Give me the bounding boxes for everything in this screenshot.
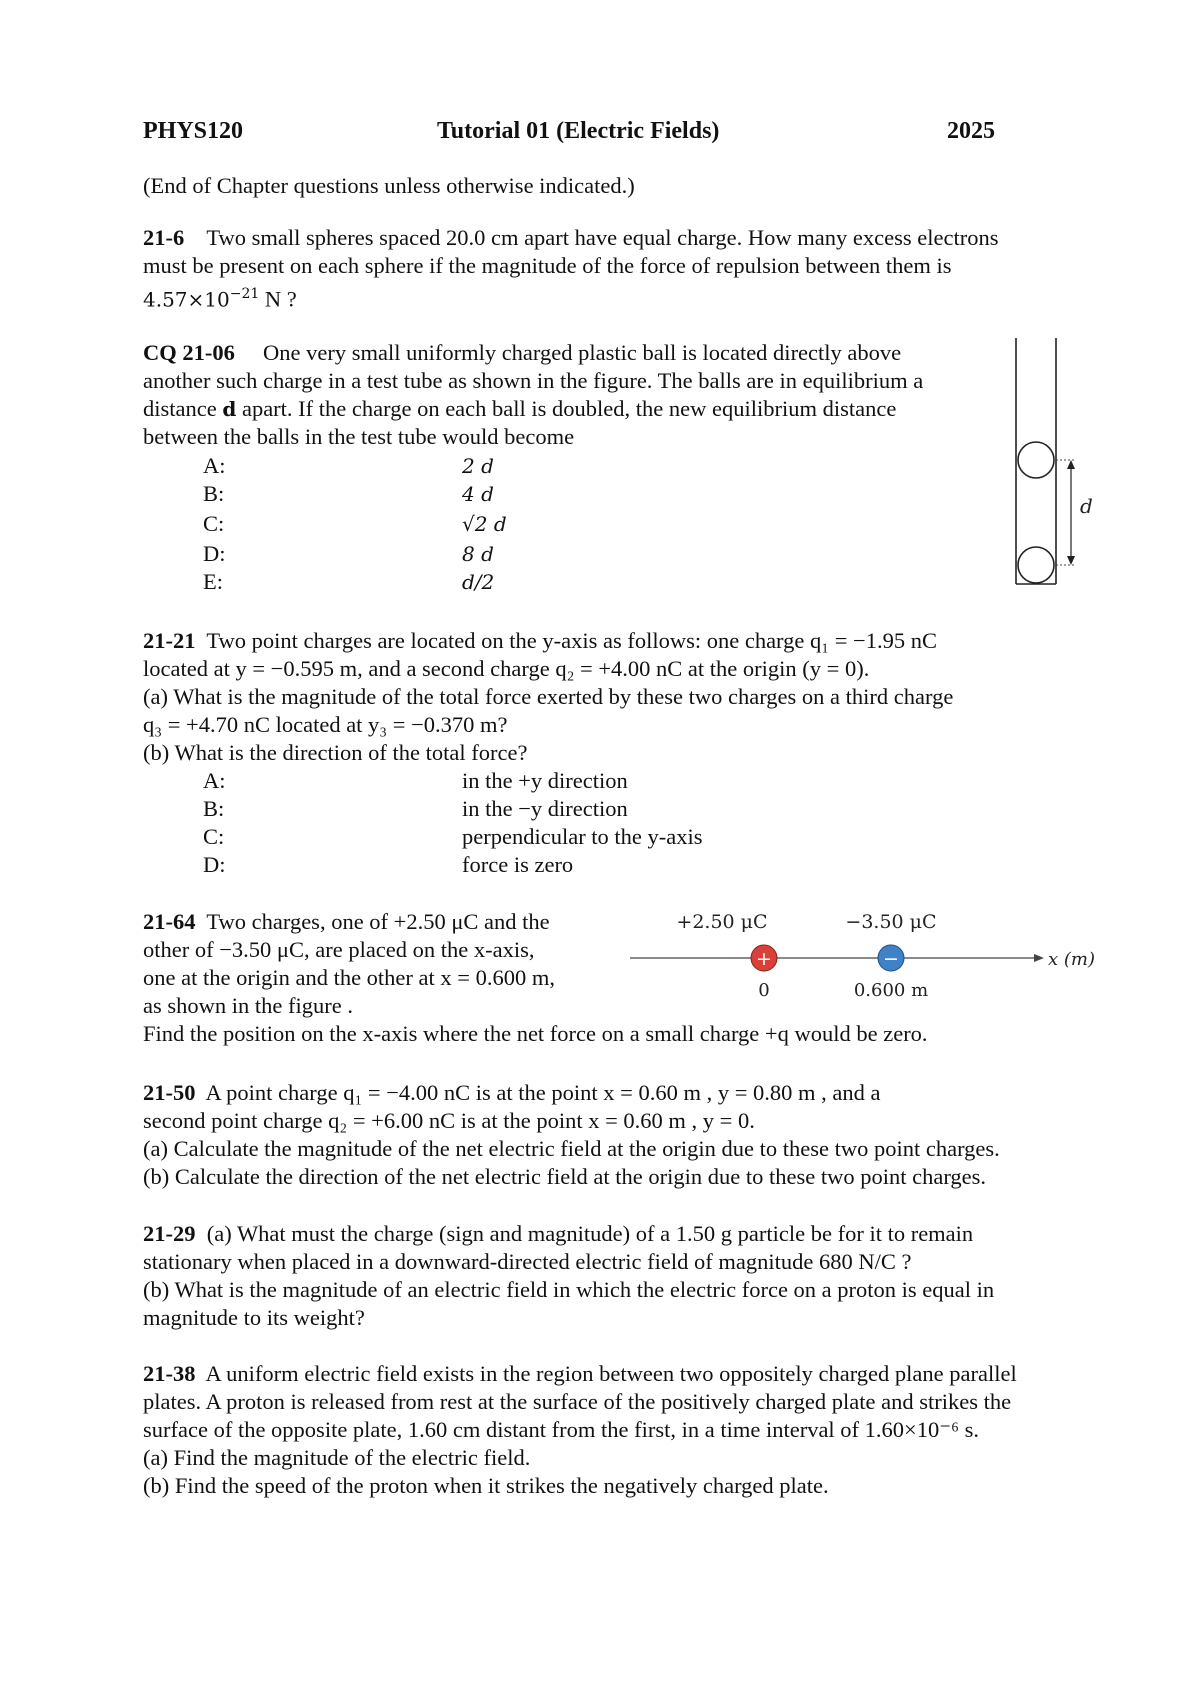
option-b: B: 4 d xyxy=(203,481,494,506)
question-cq21-06-line4: between the balls in the test tube would become xyxy=(143,424,575,449)
page-title: Tutorial 01 (Electric Fields) xyxy=(437,118,720,144)
question-21-38-line1: 21-38 A uniform electric field exists in the region between two oppositely charged plane parallel xyxy=(143,1361,1017,1386)
charge2-label: −3.50 μC xyxy=(845,911,937,933)
question-21-38-line4: (a) Find the magnitude of the electric field. xyxy=(143,1445,531,1470)
test-tube-figure xyxy=(1010,338,1130,588)
x-axis-charges-figure xyxy=(630,908,1100,1001)
svg-text:+: + xyxy=(756,948,772,970)
question-21-50-line4: (b) Calculate the direction of the net electric field at the origin due to these two point charges. xyxy=(143,1164,987,1189)
question-21-38-line3: surface of the opposite plate, 1.60 cm distant from the first, in a time interval of 1.60×10⁻⁶ s. xyxy=(143,1417,979,1442)
option-e: E: d/2 xyxy=(203,569,495,594)
question-id: 21-38 xyxy=(143,1361,196,1386)
question-21-50-line3: (a) Calculate the magnitude of the net electric field at the origin due to these two point charges. xyxy=(143,1136,1000,1161)
question-21-21-line4: q₃ = +4.70 nC located at y₃ = −0.370 m? xyxy=(143,712,508,737)
course-code: PHYS120 xyxy=(143,118,244,144)
question-21-64-line1: 21-64 Two charges, one of +2.50 μC and the xyxy=(143,909,550,934)
svg-text:−: − xyxy=(883,948,899,970)
option-c: C: √2 d xyxy=(203,511,507,536)
option-c: C: perpendicular to the y-axis xyxy=(203,824,703,849)
question-21-21-line1: 21-21 Two point charges are located on the y-axis as follows: one charge q₁ = −1.95 nC xyxy=(143,628,937,653)
year: 2025 xyxy=(947,118,995,144)
question-21-50-line2: second point charge q₂ = +6.00 nC is at the point x = 0.60 m , y = 0. xyxy=(143,1108,755,1133)
question-id: 21-21 xyxy=(143,628,196,653)
question-21-6-line1: 21-6 Two small spheres spaced 20.0 cm apart have equal charge. How many excess electrons xyxy=(143,225,999,250)
option-a: A: in the +y direction xyxy=(203,768,628,793)
question-id: 21-6 xyxy=(143,225,185,250)
axis-label: x (m) xyxy=(1048,949,1095,970)
question-cq21-06-line1: CQ 21-06 One very small uniformly charged plastic ball is located directly above xyxy=(143,340,902,365)
question-21-29-line4: magnitude to its weight? xyxy=(143,1305,365,1330)
option-a: A: 2 d xyxy=(203,453,494,478)
question-21-38-line2: plates. A proton is released from rest at the surface of the positively charged plate and strikes the xyxy=(143,1389,1012,1414)
lower-ball xyxy=(1018,547,1054,583)
intro-note: (End of Chapter questions unless otherwise indicated.) xyxy=(143,173,635,198)
question-21-21-line2: located at y = −0.595 m, and a second charge q₂ = +4.00 nC at the origin (y = 0). xyxy=(143,656,870,681)
option-b: B: in the −y direction xyxy=(203,796,628,821)
option-d: D: force is zero xyxy=(203,852,574,877)
question-21-6-line2: must be present on each sphere if the magnitude of the force of repulsion between them is xyxy=(143,253,952,278)
question-21-64-line5: Find the position on the x-axis where the net force on a small charge +q would be zero. xyxy=(143,1021,928,1046)
question-21-64-line2: other of −3.50 μC, are placed on the x-axis, xyxy=(143,937,535,962)
question-id: 21-29 xyxy=(143,1221,196,1246)
question-id: 21-50 xyxy=(143,1080,196,1105)
option-d: D: 8 d xyxy=(203,541,494,566)
question-21-50-line1: 21-50 A point charge q₁ = −4.00 nC is at the point x = 0.60 m , y = 0.80 m , and a xyxy=(143,1080,881,1105)
question-21-21-line3: (a) What is the magnitude of the total force exerted by these two charges on a third charge xyxy=(143,684,954,709)
question-id: 21-64 xyxy=(143,909,196,934)
question-cq21-06-line3: distance d apart. If the charge on each ball is doubled, the new equilibrium distance xyxy=(143,396,897,421)
question-21-64-line4: as shown in the figure . xyxy=(143,993,353,1018)
upper-ball xyxy=(1018,442,1054,478)
question-21-6-line3: $4.57\times 10^{-21}$ N ? xyxy=(143,286,297,312)
position-second: 0.600 m xyxy=(853,980,929,1001)
question-21-38-line5: (b) Find the speed of the proton when it strikes the negatively charged plate. xyxy=(143,1473,829,1498)
question-id: CQ 21-06 xyxy=(143,340,235,365)
distance-label: d xyxy=(1080,494,1093,518)
question-21-21-line5: (b) What is the direction of the total force? xyxy=(143,740,528,765)
question-cq21-06-line2: another such charge in a test tube as shown in the figure. The balls are in equilibrium a xyxy=(143,368,924,393)
position-origin: 0 xyxy=(758,980,770,1001)
question-21-29-line2: stationary when placed in a downward-directed electric field of magnitude 680 N/C ? xyxy=(143,1249,912,1274)
question-21-29-line1: 21-29 (a) What must the charge (sign and magnitude) of a 1.50 g particle be for it to remain xyxy=(143,1221,974,1246)
question-21-29-line3: (b) What is the magnitude of an electric field in which the electric force on a proton is equal in xyxy=(143,1277,995,1302)
charge1-label: +2.50 μC xyxy=(676,911,768,933)
question-21-64-line3: one at the origin and the other at x = 0.600 m, xyxy=(143,965,555,990)
